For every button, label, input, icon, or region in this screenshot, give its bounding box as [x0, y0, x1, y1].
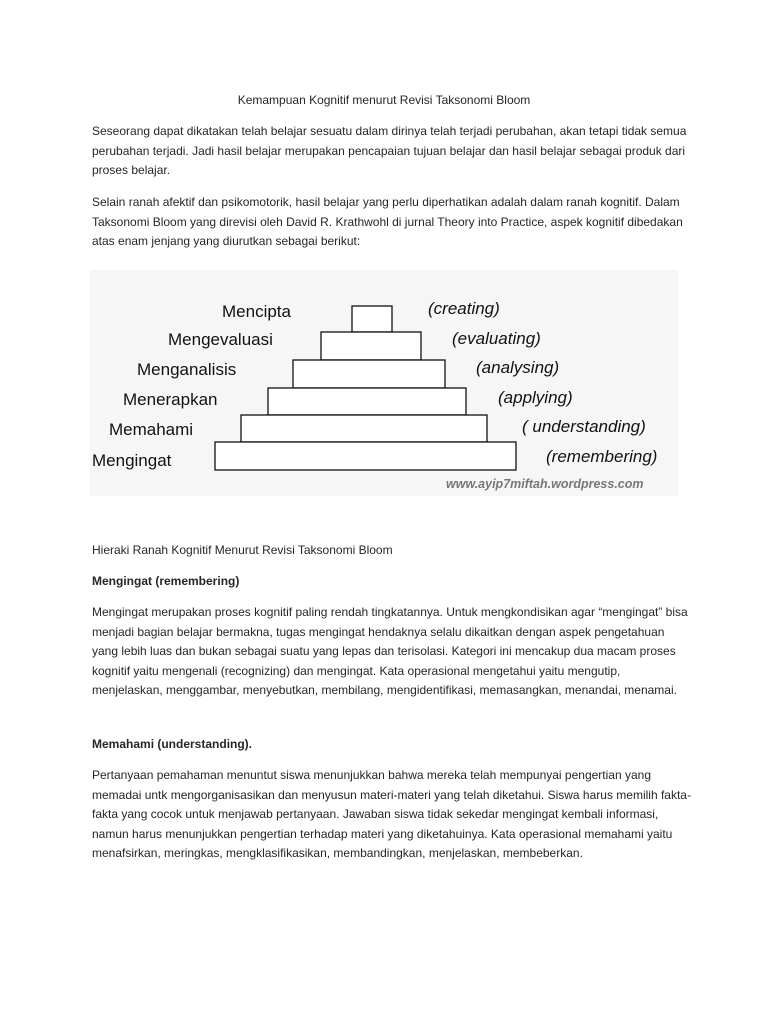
document-title: Kemampuan Kognitif menurut Revisi Taksonomi Bloom [237, 93, 531, 107]
level-label-menerapkan: Menerapkan [123, 390, 218, 409]
pyramid-step-analysing [293, 360, 445, 388]
level-label-mencipta: Mencipta [222, 302, 291, 321]
level-label-understanding: ( understanding) [522, 417, 646, 436]
intro-paragraph-1: Seseorang dapat dikatakan telah belajar sesuatu dalam dirinya telah terjadi perubahan, akan tetapi tidak semua perubahan terjadi. Jadi hasil belajar merupakan pencapaian tujuan belajar dan hasil belajar sebagai produk dari proses belajar. [92, 124, 687, 177]
pyramid-step-evaluating [321, 332, 421, 360]
bloom-pyramid-figure [90, 270, 678, 496]
level-label-analysing: (analysing) [476, 358, 560, 377]
section-heading-remembering: Mengingat (remembering) [92, 574, 240, 588]
level-label-memahami: Memahami [109, 420, 194, 439]
level-label-mengevaluasi: Mengevaluasi [168, 330, 273, 349]
level-label-remembering: (remembering) [546, 447, 658, 466]
level-label-menganalisis: Menganalisis [137, 360, 237, 379]
intro-paragraph-2: Selain ranah afektif dan psikomotorik, hasil belajar yang perlu diperhatikan adalah dalam ranah kognitif. Dalam Taksonomi Bloom yang direvisi oleh David R. Krathwohl di jurnal Theory into Practice, aspek kognitif dibedakan atas enam jenjang yang diurutkan sebagai berikut: [92, 195, 683, 248]
level-label-creating: (creating) [428, 299, 500, 318]
section-body-understanding: Pertanyaan pemahaman menuntut siswa menunjukkan bahwa mereka telah mempunyai pengertian yang memadai untk mengorganisasikan dan menyusun materi-materi yang telah diketahui. Siswa harus memilih fakta-fakta yang cocok untuk menjawab pertanyaan. Jawaban siswa tidak sekedar mengingat kembali informasi, namun harus menunjukkan pengertian terhadap materi yang diketahuinya. Kata operasional memahami yaitu menafsirkan, meringkas, mengklasifikasikan, membandingkan, menjelaskan, membeberkan. [92, 768, 691, 860]
section-body-remembering: Mengingat merupakan proses kognitif paling rendah tingkatannya. Untuk mengkondisikan agar “mengingat” bisa menjadi bagian belajar bermakna, tugas mengingat hendaknya selalu dikaitkan dengan aspek pengetahuan yang lebih luas dan bukan sebagai suatu yang lepas dan terisolasi. Kategori ini mencakup dua macam proses kognitif yaitu mengenali (recognizing) dan mengingat. Kata operasional mengetahui yaitu mengutip, menjelaskan, menggambar, menyebutkan, membilang, mengidentifikasi, memasangkan, menandai, menamai. [92, 605, 688, 697]
pyramid-step-creating [352, 306, 392, 332]
pyramid-step-understanding [241, 415, 487, 442]
bloom-pyramid-diagram [90, 270, 678, 496]
level-label-evaluating: (evaluating) [452, 329, 541, 348]
section-heading-understanding: Memahami (understanding). [92, 737, 253, 751]
level-label-applying: (applying) [498, 388, 573, 407]
level-label-mengingat: Mengingat [92, 451, 172, 470]
figure-watermark: www.ayip7miftah.wordpress.com [446, 477, 644, 491]
pyramid-step-applying [268, 388, 466, 415]
pyramid-step-remembering [215, 442, 516, 470]
figure-caption: Hieraki Ranah Kognitif Menurut Revisi Taksonomi Bloom [92, 543, 393, 557]
